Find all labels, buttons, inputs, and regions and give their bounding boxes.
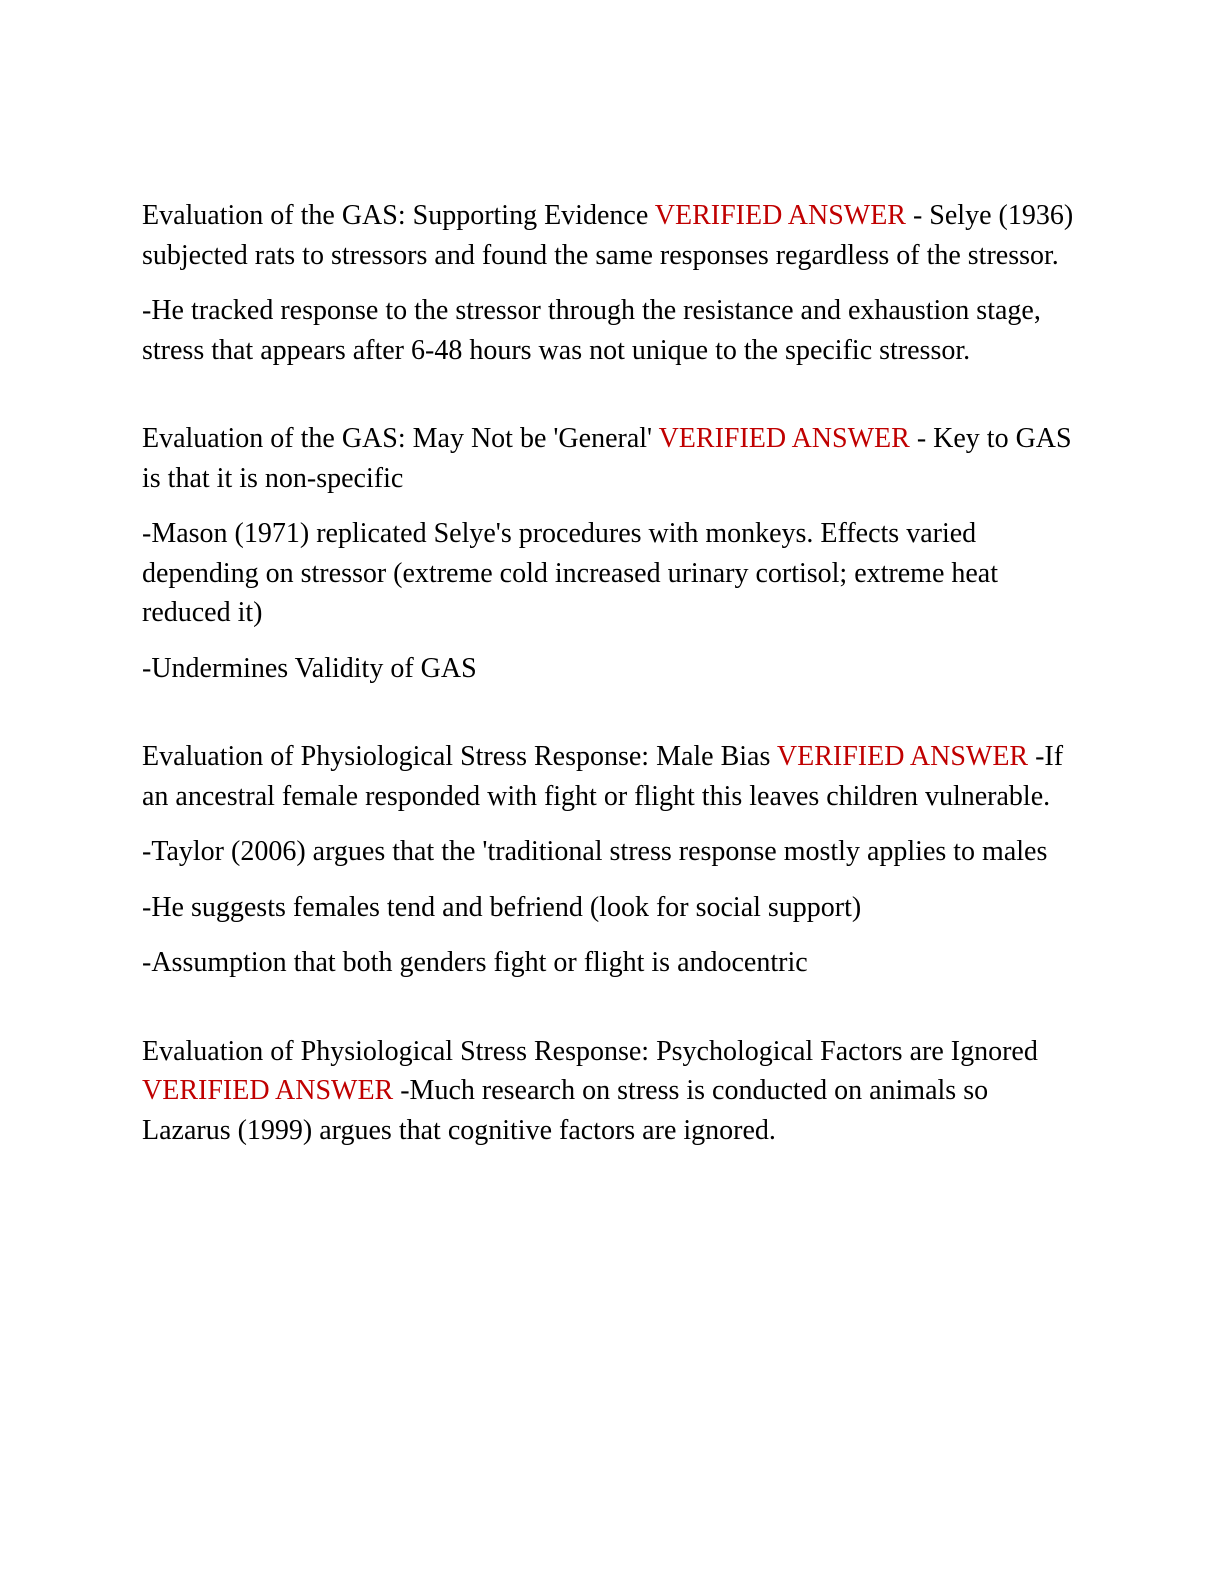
flashcard-entry (142, 196, 1082, 370)
entry-answer: - Selye (1936) subjected rats to stressors and found the same responses regardless of the stressor. (142, 200, 1074, 271)
entry-title: Evaluation of Physiological Stress Response: Male Bias (142, 741, 771, 772)
entry-paragraph: -He suggests females tend and befriend (look for social support) (142, 891, 862, 923)
entry-answer: - Key to GAS is that it is non-specific (142, 423, 1072, 494)
entry-heading-paragraph (142, 1032, 1082, 1151)
verified-answer-label: VERIFIED ANSWER (658, 423, 910, 454)
flashcard-entry (142, 1032, 1082, 1151)
verified-answer-label: VERIFIED ANSWER (654, 200, 906, 231)
verified-answer-label: VERIFIED ANSWER (776, 741, 1029, 772)
flashcard-entry (142, 419, 1082, 688)
entry-heading-paragraph (142, 196, 1082, 275)
entry-title: Evaluation of the GAS: May Not be 'General' (142, 423, 653, 454)
flashcard-entry (142, 737, 1082, 983)
entry-answer: -If an ancestral female responded with fight or flight this leaves children vulnerable. (142, 741, 1064, 812)
entry-answer: -Much research on stress is conducted on animals so Lazarus (1999) argues that cognitive factors are ignored. (142, 1075, 989, 1146)
entry-paragraph: -Mason (1971) replicated Selye's procedures with monkeys. Effects varied depending on stressor (extreme cold increased urinary cortisol; extreme heat reduced it) (142, 518, 999, 628)
entry-paragraph: -Taylor (2006) argues that the 'traditional stress response mostly applies to males (142, 836, 1048, 867)
entry-paragraph: -Assumption that both genders fight or flight is andocentric (142, 947, 808, 978)
entry-heading-paragraph (142, 737, 1082, 816)
entry-paragraph: -Undermines Validity of GAS (142, 652, 477, 684)
entry-heading-paragraph (142, 419, 1082, 498)
entry-paragraph: -He tracked response to the stressor through the resistance and exhaustion stage, stress that appears after 6-48 hours was not unique to the specific stressor. (142, 295, 1041, 366)
document-page (142, 196, 1082, 1150)
entry-title: Evaluation of Physiological Stress Response: Psychological Factors are Ignored (142, 1035, 1038, 1067)
verified-answer-label: VERIFIED ANSWER (142, 1075, 394, 1106)
entry-title: Evaluation of the GAS: Supporting Evidence (142, 200, 649, 231)
